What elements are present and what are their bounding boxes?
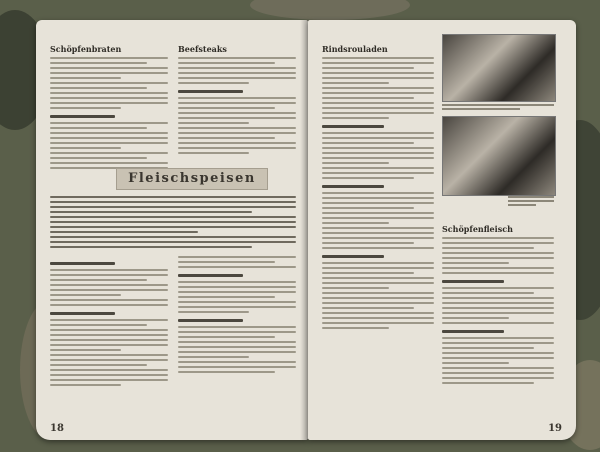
page-number-left: 18 [50, 423, 64, 434]
right-heading-1: Rindsrouladen [322, 44, 388, 54]
food-photo-bottom [442, 116, 556, 196]
left-page [36, 20, 308, 440]
left-page-column-4 [178, 256, 296, 376]
left-page-column-2 [178, 40, 296, 157]
food-photo-bottom-caption [508, 196, 554, 208]
food-photo-top [442, 34, 556, 102]
right-page [308, 20, 576, 440]
page-number-right: 19 [548, 423, 562, 434]
right-page-column-2 [442, 220, 554, 387]
right-page-column-1 [322, 40, 434, 332]
food-photo-top-caption [442, 104, 554, 112]
booklet [14, 14, 586, 446]
section-title-banner: Fleischspeisen [116, 168, 268, 190]
left-page-intro-text [50, 196, 296, 251]
left-heading-2: Beefsteaks [178, 44, 227, 54]
left-heading-1: Schöpfenbraten [50, 44, 122, 54]
right-heading-2: Schöpfenfleisch [442, 224, 513, 234]
left-page-column-1 [50, 40, 168, 172]
left-page-column-3 [50, 256, 168, 389]
